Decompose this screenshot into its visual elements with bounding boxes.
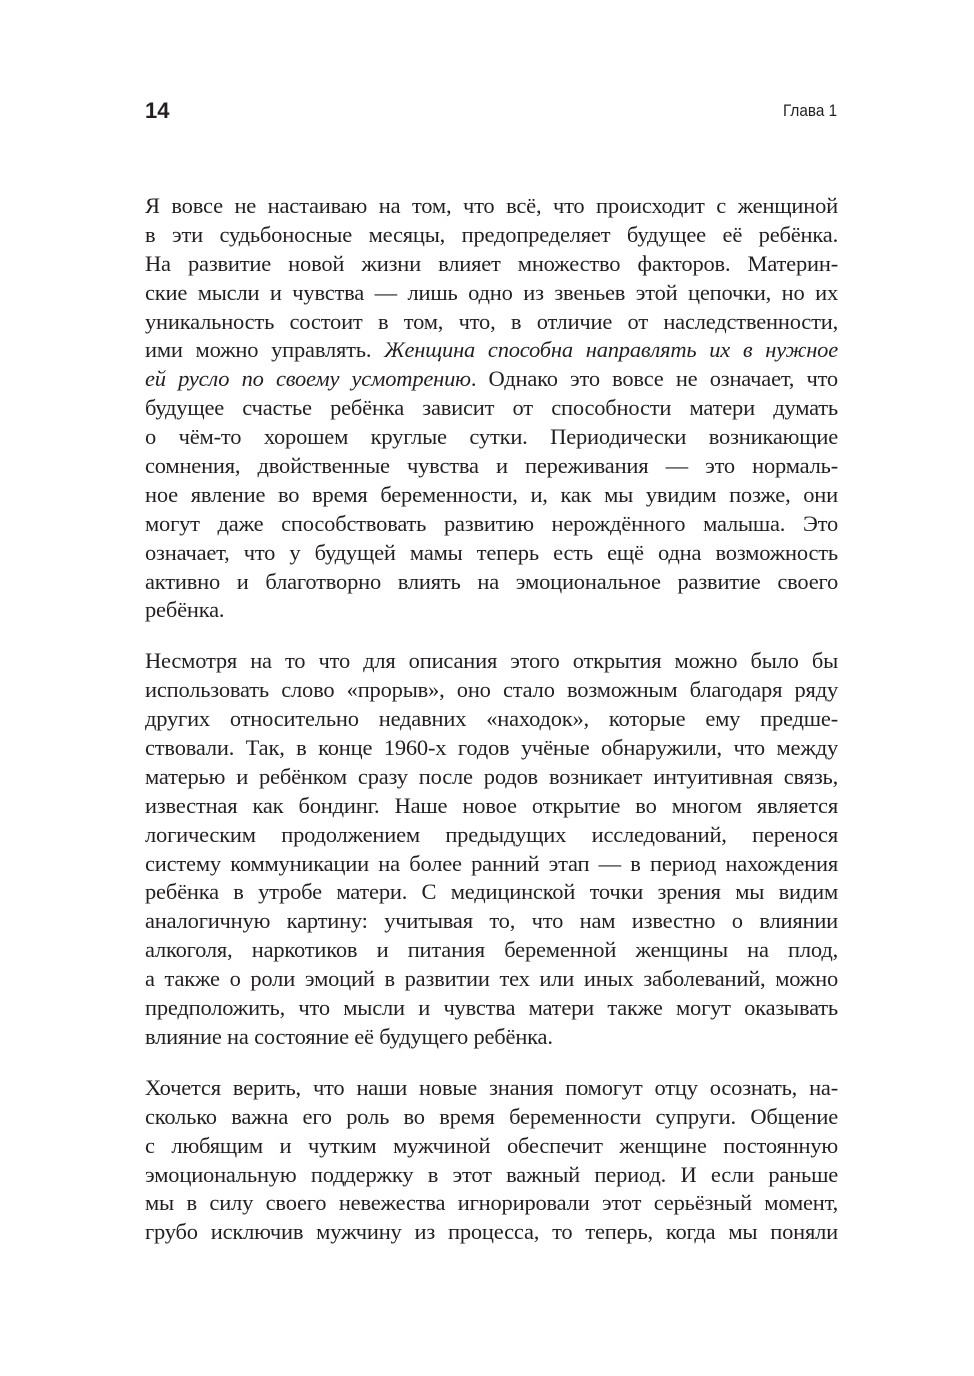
text-line: предположить, что мысли и чувства матери также могут оказывать: [145, 995, 838, 1021]
text-line: уникальность состоит в том, что, в отличие от наследственности,: [145, 308, 838, 334]
text-line: логическим продолжением предыдущих исследований, перенося: [145, 821, 838, 847]
text-line: известная как бондинг. Наше новое открытие во многом является: [145, 792, 838, 818]
running-head-chapter-title: Глава 1: [782, 101, 837, 120]
text-line: [145, 365, 838, 394]
text-line: сколько важна его роль во время беременности супруги. Общение: [145, 1103, 838, 1129]
page-header: [145, 96, 837, 126]
text-line: алкоголя, наркотиков и питания беременной женщины на плод,: [145, 937, 838, 963]
text-line: систему коммуникации на более ранний этап — в период нахождения: [145, 850, 838, 876]
text-line: грубо исключив мужчину из процесса, то теперь, когда мы поняли: [145, 1219, 838, 1245]
paragraph: [145, 1074, 838, 1247]
emphasized-text: ей русло по своему усмотрению: [145, 366, 471, 392]
text-line: могут даже способствовать развитию нерождённого малыша. Это: [145, 510, 838, 536]
page-number: 14: [145, 98, 170, 123]
text-line: ские мысли и чувства — лишь одно из звеньев этой цепочки, но их: [145, 279, 838, 305]
paragraph: [145, 647, 838, 1051]
text-line: матерью и ребёнком сразу после родов возникает интуитивная связь,: [145, 763, 838, 789]
text-line: аналогичную картину: учитывая то, что нам известно о влиянии: [145, 908, 838, 934]
text-line: ное явление во время беременности, и, как мы увидим позже, они: [145, 481, 838, 507]
text-line: а также о роли эмоций в развитии тех или иных заболеваний, можно: [145, 966, 838, 992]
text-line: мы в силу своего невежества игнорировали этот серьёзный момент,: [145, 1190, 838, 1216]
text-line: Я вовсе не настаиваю на том, что всё, что происходит с женщиной: [145, 193, 838, 218]
text-line: в эти судьбоносные месяцы, предопределяет будущее её ребёнка.: [145, 221, 838, 247]
text-line: эмоциональную поддержку в этот важный период. И если раньше: [145, 1161, 838, 1187]
text-line: На развитие новой жизни влияет множество факторов. Материн-: [145, 250, 838, 276]
paragraph: [145, 192, 838, 625]
text-line: активно и благотворно влиять на эмоциональное развитие своего: [145, 568, 838, 594]
text-run: ими можно управлять.: [145, 337, 385, 363]
text-line: Хочется верить, что наши новые знания помогут отцу осознать, на-: [145, 1074, 838, 1100]
text-line: влияние на состояние её будущего ребёнка.: [145, 1023, 553, 1049]
text-line: ствовали. Так, в конце 1960-х годов учёные обнаружили, что между: [145, 735, 838, 761]
text-line: ребёнка в утробе матери. С медицинской точки зрения мы видим: [145, 879, 838, 905]
text-line: будущее счастье ребёнка зависит от способности матери думать: [145, 395, 838, 421]
text-line: других относительно недавних «находок», которые ему предше-: [145, 706, 838, 732]
body-text: [145, 192, 838, 1269]
text-line: ребёнка.: [145, 597, 225, 623]
text-line: о чём-то хорошем круглые сутки. Периодически возникающие: [145, 424, 838, 450]
text-run: . Однако это вовсе не означает, что: [470, 366, 838, 392]
text-line: использовать слово «прорыв», оно стало возможным благодаря ряду: [145, 677, 838, 703]
text-line: [145, 336, 838, 365]
text-line: с любящим и чутким мужчиной обеспечит женщине постоянную: [145, 1132, 838, 1158]
emphasized-text: Женщина способна направлять их в нужное: [384, 337, 838, 363]
text-line: Несмотря на то что для описания этого открытия можно было бы: [145, 648, 838, 674]
text-line: сомнения, двойственные чувства и переживания — это нормаль-: [145, 453, 838, 479]
text-line: означает, что у будущей мамы теперь есть ещё одна возможность: [145, 539, 838, 565]
